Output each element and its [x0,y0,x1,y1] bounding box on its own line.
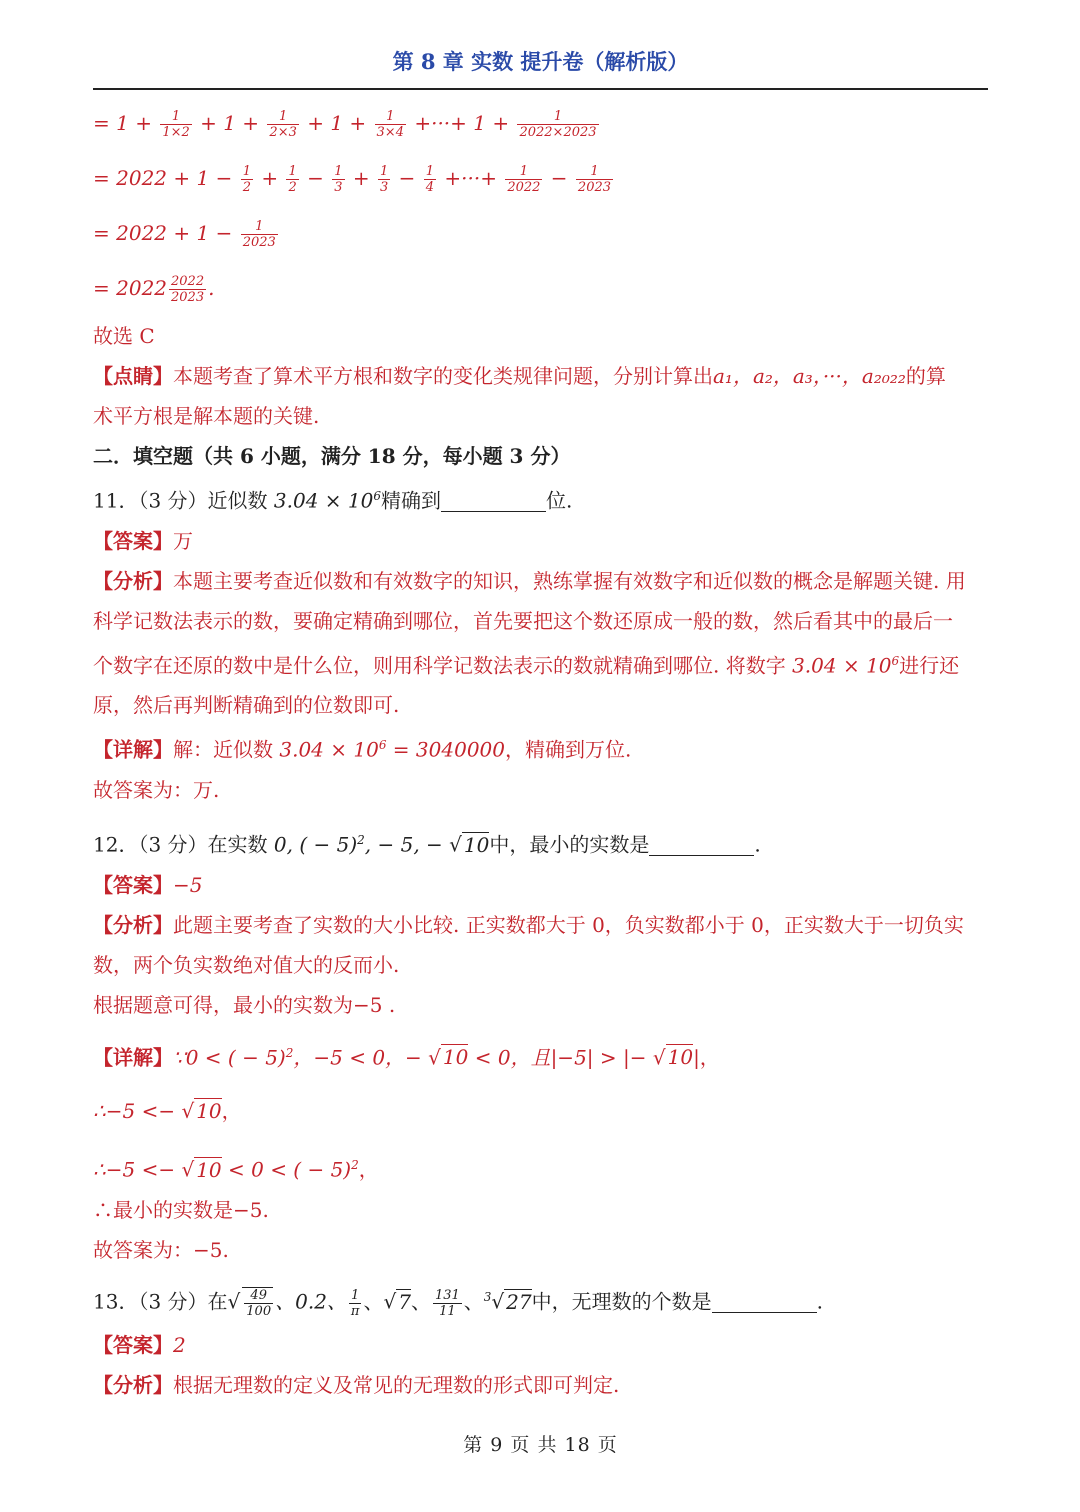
calc-line-2: = 2022 + 1 − $\frac{1}{2}$ + $\frac{1}{2}$ − $\frac{1}{3}$ + $\frac{1}{3}$ − $\frac{1}{4}$ +···+ $\frac{1}{2022}$ − $\frac{1}{2023}$ [93,164,612,195]
answer-blank [649,835,754,856]
q13-answer: 【答案】2 [93,1332,186,1357]
q12-detail-4: ∴最小的实数是−5. [93,1197,269,1222]
fraction: $\frac{1}{2023}$ [242,219,276,250]
fraction: $\frac{1}{3}$ [379,164,389,195]
dianjing-line-2: 术平方根是解本题的关键. [93,404,320,428]
q12-final: 故答案为：−5. [93,1237,229,1262]
fraction: $\frac{1}{3\times 4}$ [376,109,404,140]
dianjing-text: 的算 [905,364,946,388]
fraction: $\frac{1}{\pi}$ [350,1287,360,1319]
q11-analysis-1: 【分析】本题主要考查近似数和有效数字的知识，熟练掌握有效数字和近似数的概念是解题关键. 用 [93,568,966,593]
dianjing-line-1 [93,356,988,396]
fraction: $\frac{2022}{2023}$ [171,274,205,305]
dianjing-tag: 【点睛】 [93,364,173,388]
q12-detail-2: ∴−5 <− √ 10， [93,1099,242,1124]
q12-analysis-2: 数，两个负实数绝对值大的反而小. [93,952,400,977]
fraction: $\frac{1}{2022}$ [507,164,541,195]
answer-blank [441,491,546,512]
q11-analysis-4: 原，然后再判断精确到的位数即可. [93,693,400,718]
fraction: $\frac{49}{100}$ [242,1287,273,1319]
dianjing-vars: a₁，a₂，a₃，···，a₂₀₂₂ [713,364,906,388]
fraction: $\frac{1}{4}$ [425,164,435,195]
calc-text: +···+ 1 + [407,111,516,135]
page-header-title: 第 8 章 实数 提升卷（解析版） [392,49,689,74]
page-content [93,96,988,1405]
q12-answer: 【答案】−5 [93,872,203,897]
calc-line-1 [93,96,988,151]
section-heading: 二．填空题（共 6 小题，满分 18 分，每小题 3 分） [93,444,571,468]
calc-text: = 1 + [93,111,159,135]
q11-detail: 【详解】解：近似数 $3.04 \times 10^6 = 3040000$，精确到万位. [93,737,632,762]
q11-analysis-2: 科学记数法表示的数，要确定精确到哪位，首先要把这个数还原成一般的数，然后看其中的最后一 [93,608,953,633]
q11-final: 故答案为：万. [93,777,220,802]
header-divider [93,88,988,90]
q12-analysis-1: 【分析】此题主要考查了实数的大小比较. 正实数都大于 0，负实数都小于 0，正实数大于一切负实 [93,912,964,937]
choice-text: 故选 C [93,324,155,348]
fraction: $\frac{131}{11}$ [434,1287,460,1319]
q12-detail-1: 【详解】∵0 < ( − 5)$^2$，−5 < 0，− √ 10 < 0，且|−5| > |− √ 10|， [93,1045,720,1070]
fraction: $\frac{1}{2}$ [288,164,297,195]
fraction: $\frac{1}{2}$ [242,164,251,195]
q11-answer: 【答案】万 [93,528,193,553]
fraction: $\frac{1}{2022\times 2023}$ [519,109,597,140]
calc-line-4: = 2022 $\frac{2022}{2023}$ . [93,274,215,305]
calc-line-3: = 2022 + 1 − $\frac{1}{2023}$ [93,219,276,250]
q11-analysis-3: 个数字在还原的数中是什么位，则用科学记数法表示的数就精确到哪位. 将数字 $3.04 \times 10^6$进行还 [93,653,960,678]
answer-blank [712,1292,817,1313]
q12-analysis-3: 根据题意可得，最小的实数为−5 . [93,992,396,1017]
q13-stem: 13．（3 分）在√ $\frac{49}{100}$ 、0.2、 $\frac{1}{\pi}$ 、√ 7、 $\frac{131}{11}$ 、$^3$√ 27中，无理数的个数是 . [93,1287,823,1320]
calc-text: + 1 + [193,111,266,135]
q13-analysis-1: 【分析】根据无理数的定义及常见的无理数的形式即可判定. [93,1372,620,1397]
page-footer: 第 9 页 共 18 页 [463,1434,618,1456]
fraction: $\frac{1}{2\times 3}$ [269,109,297,140]
q11-stem: 11．（3 分）近似数 $3.04 \times 10^6$精确到 位. [93,488,573,513]
calc-text: + 1 + [300,111,373,135]
dianjing-text: 本题考查了算术平方根和数字的变化类规律问题，分别计算出 [173,364,713,388]
fraction: $\frac{1}{2023}$ [577,164,612,195]
q12-stem: 12．（3 分）在实数 0, ( − 5)$^2$, − 5, − √ 10中，最小的实数是 . [93,832,761,857]
q12-detail-3: ∴−5 <− √ 10 < 0 < ( − 5)$^2$， [93,1157,379,1182]
fraction: $\frac{1}{3}$ [334,164,343,195]
fraction: $\frac{1}{1\times 2}$ [162,109,190,140]
